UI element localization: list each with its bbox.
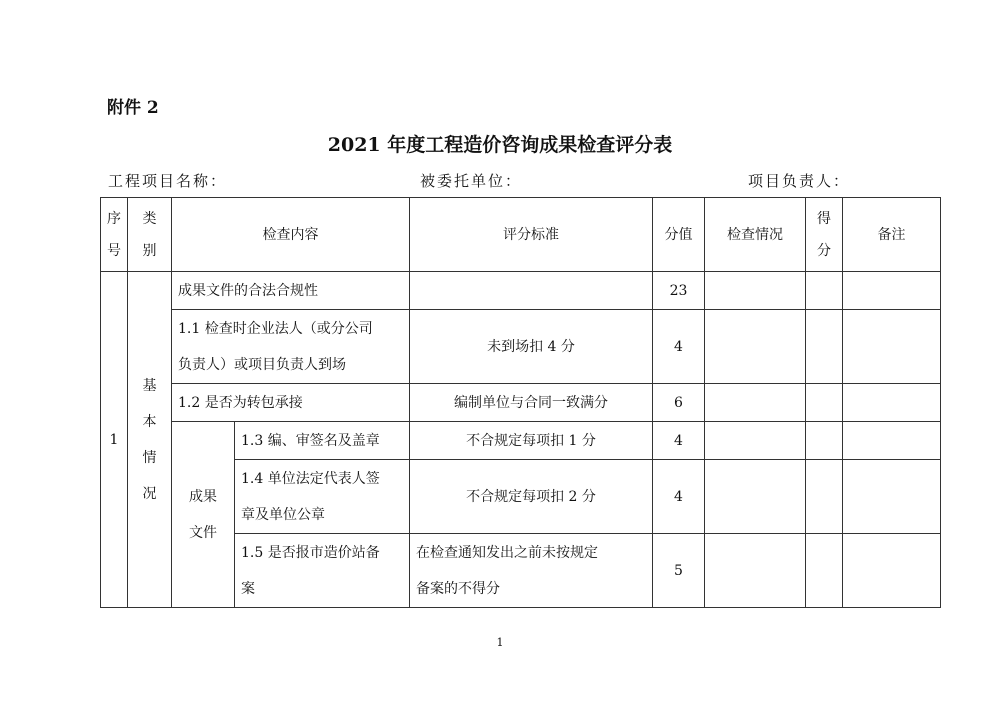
project-name-field: 工程项目名称： [108,172,228,190]
row-score-cell [806,310,843,384]
header-standard: 评分标准 [410,198,653,272]
row-score-cell [806,422,843,460]
scoring-table [100,197,941,608]
row-content: 1.5 是否报市造价站备 案 [235,534,410,608]
row-remarks-cell [843,534,941,608]
row-remarks-cell [843,310,941,384]
header-score-value: 分值 [653,198,705,272]
row-score-cell [806,384,843,422]
row-remarks-cell [843,422,941,460]
page-title: 2021 年度工程造价咨询成果检查评分表 [327,134,673,156]
row-inspection-cell [705,422,806,460]
table-row [101,272,941,310]
subcategory-label: 成果 文件 [172,422,235,608]
header-category: 类 别 [128,198,172,272]
row-remarks-cell [843,272,941,310]
row-content: 1.3 编、审签名及盖章 [235,422,410,460]
row-standard: 不合规定每项扣 2 分 [410,460,653,534]
row-inspection-cell [705,460,806,534]
page-number: 1 [496,636,504,649]
entrusting-unit-field: 被委托单位： [420,172,523,190]
section-category: 基 本 情 况 [128,272,172,608]
row-score-cell [806,534,843,608]
header-seq: 序 号 [101,198,128,272]
row-content: 1.4 单位法定代表人签 章及单位公章 [235,460,410,534]
header-remarks: 备注 [843,198,941,272]
table-row [101,384,941,422]
row-remarks-cell [843,460,941,534]
row-inspection-cell [705,272,806,310]
header-inspection: 检查情况 [705,198,806,272]
table-header-row [101,198,941,272]
row-content: 成果文件的合法合规性 [172,272,410,310]
project-lead-field: 项目负责人： [748,172,851,190]
section-seq: 1 [101,272,128,608]
row-standard: 在检查通知发出之前未按规定 备案的不得分 [410,534,653,608]
row-score-cell [806,460,843,534]
row-inspection-cell [705,534,806,608]
header-score: 得 分 [806,198,843,272]
row-value: 4 [653,310,705,384]
row-content: 1.1 检查时企业法人（或分公司 负责人）或项目负责人到场 [172,310,410,384]
row-value: 6 [653,384,705,422]
row-standard: 编制单位与合同一致满分 [410,384,653,422]
table-row [101,422,941,460]
attachment-label: 附件 2 [107,98,159,118]
row-value: 23 [653,272,705,310]
row-value: 5 [653,534,705,608]
row-inspection-cell [705,310,806,384]
header-content: 检查内容 [172,198,410,272]
row-score-cell [806,272,843,310]
row-value: 4 [653,460,705,534]
row-value: 4 [653,422,705,460]
row-content: 1.2 是否为转包承接 [172,384,410,422]
row-inspection-cell [705,384,806,422]
row-standard: 不合规定每项扣 1 分 [410,422,653,460]
table-row [101,310,941,384]
row-remarks-cell [843,384,941,422]
row-standard: 未到场扣 4 分 [410,310,653,384]
row-standard [410,272,653,310]
